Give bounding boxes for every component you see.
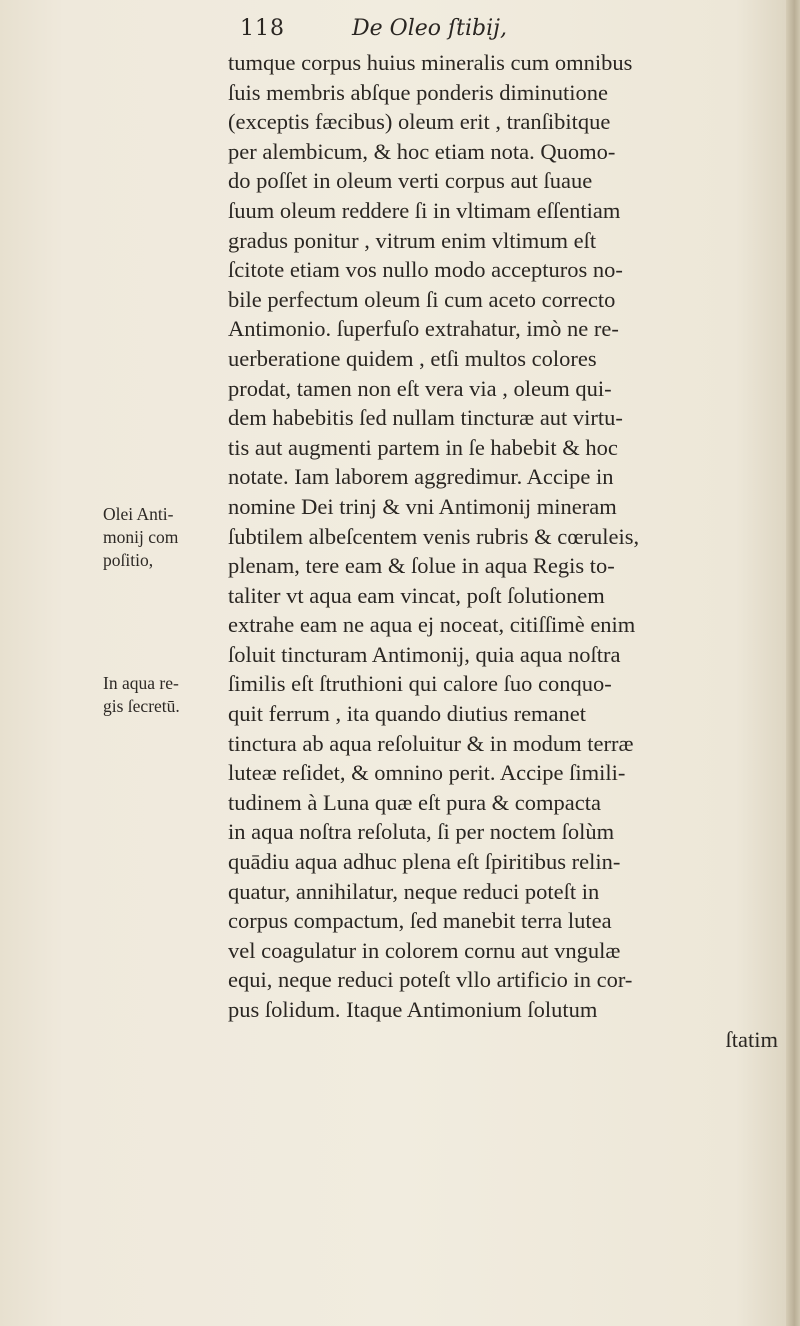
margin-note-line: In aqua re- [103, 673, 179, 693]
margin-note-line: Olei Anti- [103, 504, 174, 524]
text-line: tinctura ab aqua reſoluitur & in modum terræ [228, 730, 634, 756]
text-line: extrahe eam ne aqua ej noceat, citiſſimè enim [228, 612, 636, 638]
page-header [240, 14, 760, 48]
text-line: ſimilis eſt ſtruthioni qui calore ſuo conquo- [228, 671, 612, 697]
text-line: do poſſet in oleum verti corpus aut ſuaue [228, 168, 593, 194]
text-line: ſuis membris abſque ponderis diminutione [228, 79, 608, 105]
body-text [228, 48, 788, 1054]
text-line: vel coagulatur in colorem cornu aut vngulæ [228, 937, 621, 963]
margin-note-line: poſitio, [103, 550, 154, 570]
text-line: per alembicum, & hoc etiam nota. Quomo- [228, 138, 616, 164]
running-title: De Oleo ſtibij, [352, 16, 507, 41]
text-line: in aqua noſtra reſoluta, ſi per noctem ſolùm [228, 819, 615, 845]
text-line: (exceptis fæcibus) oleum erit , tranſibitque [228, 109, 611, 135]
page-edge-shadow [786, 0, 800, 1326]
text-line: pus ſolidum. Itaque Antimonium ſolutum [228, 997, 598, 1022]
text-line: quādiu aqua adhuc plena eſt ſpiritibus relin- [228, 849, 621, 875]
catchword: ſtatim [725, 1026, 778, 1052]
text-line: plenam, tere eam & ſolue in aqua Regis to- [228, 553, 615, 579]
text-line: tis aut augmenti partem in ſe habebit & hoc [228, 434, 618, 460]
text-line: nomine Dei trinj & vni Antimonij mineram [228, 493, 617, 519]
text-line: ſubtilem albeſcentem venis rubris & cœruleis, [228, 523, 640, 549]
text-line: taliter vt aqua eam vincat, poſt ſolutionem [228, 582, 605, 608]
text-line: bile perfectum oleum ſi cum aceto correcto [228, 286, 616, 312]
text-line: ſcitote etiam vos nullo modo accepturos no- [228, 257, 623, 283]
text-line: tumque corpus huius mineralis cum omnibus [228, 50, 633, 75]
text-line: luteæ reſidet, & omnino perit. Accipe ſimili- [228, 760, 626, 786]
margin-note-line: monij com [103, 527, 179, 547]
text-line: gradus ponitur , vitrum enim vltimum eſt [228, 227, 597, 253]
text-line: quit ferrum , ita quando diutius remanet [228, 701, 587, 727]
text-line: uerberatione quidem , etſi multos colores [228, 345, 597, 371]
margin-note [103, 672, 225, 718]
text-line: Antimonio. ſuperfuſo extrahatur, imò ne re- [228, 316, 619, 342]
text-line: corpus compactum, ſed manebit terra lutea [228, 908, 612, 934]
margin-note-line: gis ſecretū. [103, 696, 180, 716]
text-line: quatur, annihilatur, neque reduci poteſt in [228, 878, 600, 904]
text-line: notate. Iam laborem aggredimur. Accipe in [228, 464, 614, 490]
text-line: prodat, tamen non eſt vera via , oleum qui- [228, 375, 612, 401]
text-line: ſoluit tincturam Antimonij, quia aqua noſtra [228, 641, 621, 667]
margin-note [103, 503, 225, 572]
text-line: dem habebitis ſed nullam tincturæ aut virtu- [228, 405, 623, 431]
page-number: 118 [240, 16, 285, 41]
text-line: equi, neque reduci poteſt vllo artificio in cor- [228, 967, 633, 993]
text-line: ſuum oleum reddere ſi in vltimam eſſentiam [228, 197, 621, 223]
text-line: tudinem à Luna quæ eſt pura & compacta [228, 789, 602, 815]
